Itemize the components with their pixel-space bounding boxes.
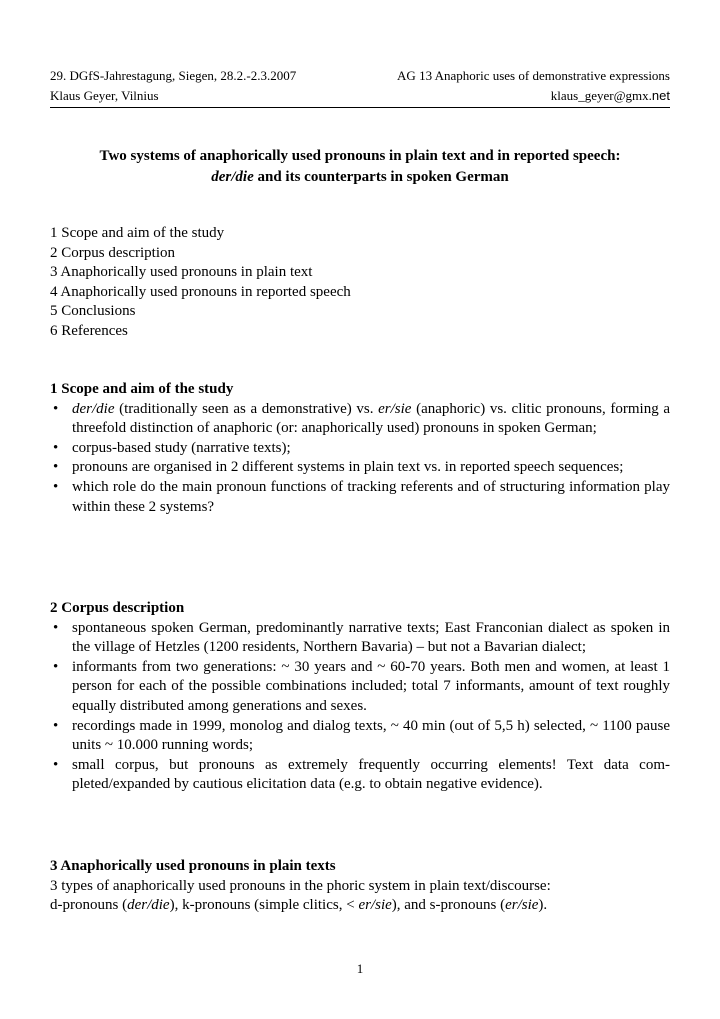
- header-row-top: [50, 66, 670, 86]
- title-line-2: [50, 167, 670, 188]
- title-line-1: Two systems of anaphorically used pronouns in plain text and in reported speech:: [99, 148, 621, 164]
- section-corpus: [50, 599, 670, 795]
- toc-item: 3 Anaphorically used pronouns in plain text: [50, 264, 313, 281]
- italic-term: der/die: [127, 897, 170, 914]
- table-of-contents: [50, 224, 351, 342]
- paragraph: [50, 896, 670, 916]
- section-heading: 2 Corpus description: [50, 600, 185, 616]
- italic-term: er/sie: [358, 897, 392, 914]
- header-email: [551, 86, 670, 106]
- list-item: • corpus-based study (narrative texts);: [50, 439, 670, 459]
- title-italic: der/die: [211, 169, 254, 185]
- page-number: 1: [356, 961, 364, 976]
- italic-term: der/die: [72, 400, 115, 417]
- list-item: • which role do the main pronoun functions of tracking referents and of structuring information play within these 2 systems?: [50, 478, 670, 517]
- text-run: ), and s-pronouns (: [391, 897, 506, 914]
- italic-term: er/sie: [378, 400, 412, 417]
- header-rule: [50, 107, 670, 108]
- list-item: • small corpus, but pronouns as extremely frequently occurring elements! Text data com-pleted/expanded by cautious elicitation data (e.g. to obtain negative evidence).: [50, 756, 670, 795]
- header-email-user: klaus_geyer@gmx.: [550, 88, 652, 103]
- section-scope: [50, 380, 670, 517]
- text-run: (anaphoric) vs. clitic pronouns, forming a threefold distinction of anaphoric (or: anaphorically used) pronouns in spoken German;: [72, 400, 670, 437]
- document-page: [50, 0, 670, 1019]
- text-run: ), k-pronouns (simple clitics, <: [169, 897, 359, 914]
- section-plain-texts: [50, 857, 670, 916]
- text-run: d-pronouns (: [50, 897, 128, 914]
- list-item: • informants from two generations: ~ 30 years and ~ 60-70 years. Both men and women, at least 1 person for each of the possible combinations included; total 7 informants, amount of text roughly equally distributed among generations and sexes.: [50, 658, 670, 717]
- italic-term: er/sie: [505, 897, 539, 914]
- header-workshop: AG 13 Anaphoric uses of demonstrative expressions: [397, 68, 670, 83]
- title-line-2-rest: and its counterparts in spoken German: [253, 169, 509, 185]
- text-run: ).: [538, 897, 548, 914]
- page-header: [50, 66, 670, 106]
- toc-item: 1 Scope and aim of the study: [50, 225, 225, 241]
- list-item: • spontaneous spoken German, predominantly narrative texts; East Franconian dialect as spoken in the village of Hetzles (1200 residents, Northern Bavaria) – but not a Bavarian dialect;: [50, 619, 670, 658]
- text-run: (traditionally seen as a demonstrative) vs.: [114, 400, 379, 417]
- paragraph: 3 types of anaphorically used pronouns in the phoric system in plain text/discourse:: [50, 877, 551, 894]
- list-item: [50, 400, 670, 439]
- toc-item: 4 Anaphorically used pronouns in reported speech: [50, 283, 351, 300]
- header-author: Klaus Geyer, Vilnius: [50, 88, 159, 103]
- section-heading: 1 Scope and aim of the study: [50, 381, 234, 397]
- list-item: • recordings made in 1999, monolog and dialog texts, ~ 40 min (out of 5,5 h) selected, ~ 1100 pause units ~ 10.000 running words;: [50, 717, 670, 756]
- toc-item: 6 References: [50, 322, 128, 339]
- bullet-list: [50, 400, 670, 518]
- header-row-bottom: [50, 86, 670, 106]
- header-email-tld: net: [651, 88, 670, 103]
- toc-item: 2 Corpus description: [50, 244, 175, 261]
- section-heading: 3 Anaphorically used pronouns in plain texts: [50, 858, 336, 874]
- toc-item: 5 Conclusions: [50, 303, 136, 320]
- list-item: • pronouns are organised in 2 different systems in plain text vs. in reported speech sequences;: [50, 458, 670, 478]
- header-conference: 29. DGfS-Jahrestagung, Siegen, 28.2.-2.3.2007: [50, 68, 297, 83]
- paper-title: [50, 146, 670, 188]
- bullet-list: [50, 619, 670, 795]
